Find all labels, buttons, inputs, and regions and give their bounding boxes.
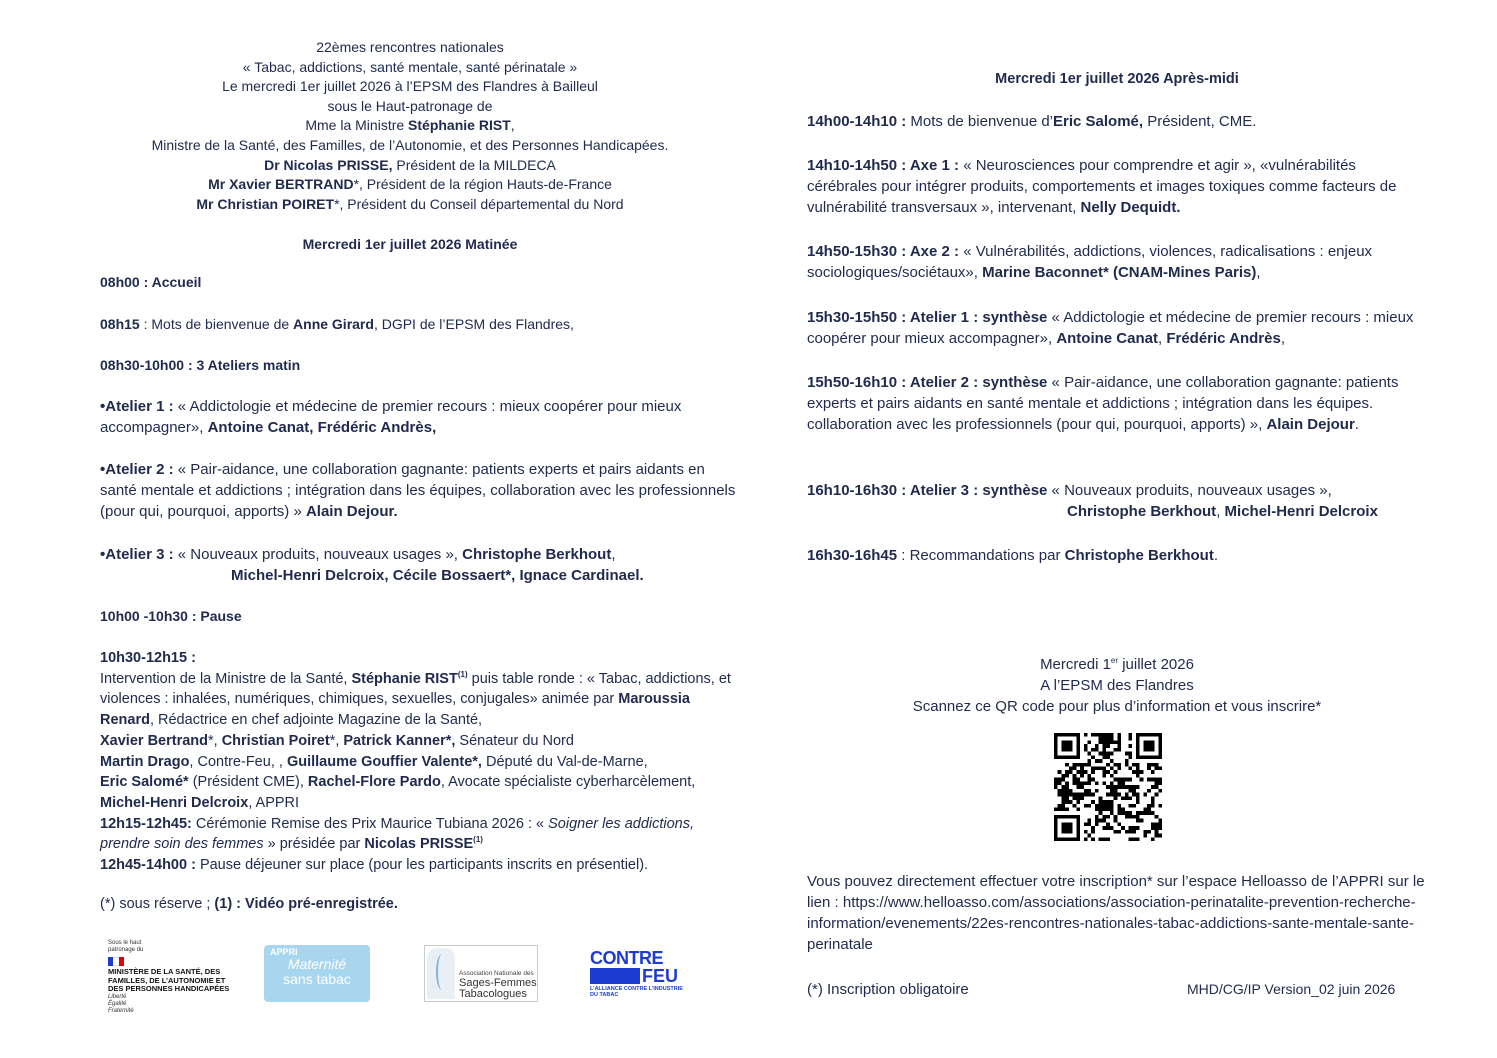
session-1215: 12h15-12h45: Cérémonie Remise des Prix Maurice Tubiana 2026 : « Soigner les addictions, prendre soin des femmes » présidée par Nicolas PRISSE$^{(1)}$ (100, 815, 695, 853)
partner-logos (100, 940, 740, 1014)
program-item: 16h10-16h30 : Atelier 3 : synthèse « Nouveaux produits, nouveaux usages », Christophe Berkhout, Michel-Henri Delcroix (807, 482, 1378, 520)
figure-icon (427, 948, 455, 999)
pause: 10h00 -10h30 : Pause (100, 608, 242, 624)
header-line: 22èmes rencontres nationales (316, 39, 504, 55)
registration-text: Vous pouvez directement effectuer votre inscription* sur l’espace Helloasso de l’APPRI sur le lien : https://www.helloasso.com/associations/association-perinatalite-prevention-recherche-information/evenements/22es-rencontres-nationales-tabac-addictions-sante-mentale-sante-perinatale (807, 873, 1425, 953)
header-line: Mme la Ministre Stéphanie RIST, (305, 117, 515, 134)
atelier-3: •Atelier 3 : « Nouveaux produits, nouveaux usages », Christophe Berkhout, Michel-Henri Delcroix, Cécile Bossaert*, Ignace Cardinael. (100, 546, 644, 584)
program-item: 16h30-16h45 : Recommandations par Christophe Berkhout. (807, 547, 1218, 564)
header-line: Mr Xavier BERTRAND*, Président de la région Hauts-de-France (208, 176, 612, 193)
version-label: MHD/CG/IP Version_02 juin 2026 (1187, 981, 1396, 997)
program-item: 15h30-15h50 : Atelier 1 : synthèse « Addictologie et médecine de premier recours : mieux coopérer pour mieux accompagner», Antoine Canat, Frédéric Andrès, (807, 309, 1414, 347)
accueil: 08h00 : Accueil (100, 274, 202, 290)
event-info: Mercredi 1er juillet 2026 A l’EPSM des Flandres Scannez ce QR code pour plus d’information et vous inscrire* (912, 656, 1322, 715)
appri-logo: APPRI Maternité sans tabac (264, 945, 370, 1002)
atelier-2: •Atelier 2 : « Pair-aidance, une collaboration gagnante: patients experts et pairs aidants en santé mentale et addictions ; intégration dans les équipes, collaboration avec les professionnels (pour qui, pourquoi, apports) » Alain Dejour. (100, 461, 736, 520)
morning-title: Mercredi 1er juillet 2026 Matinée (302, 236, 518, 252)
ministry-logo: Sous le haut patronage du MINISTÈRE DE LA SANTÉ, DES FAMILLES, DE L’AUTONOMIE ET DES PERSONNES HANDICAPÉES Liberté Égalité Fraternité (108, 940, 230, 1014)
header-line: Mr Christian POIRET*, Président du Conseil départemental du Nord (196, 195, 624, 212)
ateliers-title: 08h30-10h00 : 3 Ateliers matin (100, 357, 301, 373)
session-1030: 10h30-12h15 : Intervention de la Ministre de la Santé, Stéphanie RIST$^{(1)}$ puis table ronde : « Tabac, addictions, et violences : inhalées, numériques, chimiques, sexuelles, conjugales» animée par Maroussia Renard, Rédactrice en chef adjointe Magazine de la Santé, Xavier Bertrand*, Christian Poiret*, Patrick Kanner*, Sénateur du Nord Martin Drago, Contre-Feu, , Guillaume Gouffier Valente*, Député du Val-de-Marne, Eric Salomé* (Président CME), Rachel-Flore Pardo, Avocate spécialiste cyberharcèlement, Michel-Henri Delcroix, APPRI 12h15-12h45: Cérémonie Remise des Prix Maurice Tubiana 2026 : « Soigner les addictions, prendre soin des femmes » présidée par Nicolas PRISSE$^{(1)}$ 12h45-14h00 : Pause déjeuner sur place (pour les participants inscrits en présentiel). (100, 648, 740, 876)
header-line: Le mercredi 1er juillet 2026 à l’EPSM des Flandres à Bailleul (222, 78, 598, 95)
footer (807, 979, 1427, 1000)
qr-code-icon[interactable] (1054, 733, 1162, 841)
program-item: 14h00-14h10 : Mots de bienvenue d’Eric Salomé, Président, CME. (807, 113, 1257, 130)
footnote: (*) sous réserve ; (1) : Vidéo pré-enregistrée. (100, 896, 398, 912)
program-item: 15h50-16h10 : Atelier 2 : synthèse « Pair-aidance, une collaboration gagnante: patients experts et pairs aidants en santé mentale et addictions ; intégration dans les équipes. collaboration avec les professionnels (pour qui, pourquoi, apports) », Alain Dejour. (807, 374, 1399, 433)
flag-icon (108, 957, 124, 966)
event-header (100, 38, 720, 214)
welcome-item: 08h15 : Mots de bienvenue de Anne Girard, DGPI de l’EPSM des Flandres, (100, 316, 574, 332)
header-line: Dr Nicolas PRISSE, Président de la MILDECA (264, 156, 556, 173)
program-item: 14h50-15h30 : Axe 2 : « Vulnérabilités, addictions, violences, radicalisations : enjeux sociologiques/sociétaux», Marine Baconnet* (CNAM-Mines Paris), (807, 243, 1373, 281)
sages-femmes-logo: Association Nationale des Sages-Femmes Tabacologues (424, 945, 538, 1002)
session-1245: 12h45-14h00 : Pause déjeuner sur place (pour les participants inscrits en présentiel). (100, 857, 649, 874)
footer-note: (*) Inscription obligatoire (807, 981, 969, 998)
header-line: « Tabac, addictions, santé mentale, santé périnatale » (242, 58, 578, 75)
program-item: 14h10-14h50 : Axe 1 : « Neurosciences pour comprendre et agir », «vulnérabilités cérébrales pour intégrer produits, comportements et images toxiques comme facteurs de vulnérabilité transversaux », intervenant, Nelly Dequidt. (807, 157, 1397, 216)
atelier-1: •Atelier 1 : « Addictologie et médecine de premier recours : mieux coopérer pour mieux accompagner», Antoine Canat, Frédéric Andrès, (100, 398, 682, 436)
afternoon-title: Mercredi 1er juillet 2026 Après-midi (995, 71, 1239, 87)
contre-feu-logo: CONTRE FEU L’ALLIANCE CONTRE L’INDUSTRIE DU TABAC (590, 948, 683, 998)
header-line: Ministre de la Santé, des Familles, de l’Autonomie, et des Personnes Handicapées. (151, 136, 669, 153)
header-line: sous le Haut-patronage de (327, 97, 493, 114)
